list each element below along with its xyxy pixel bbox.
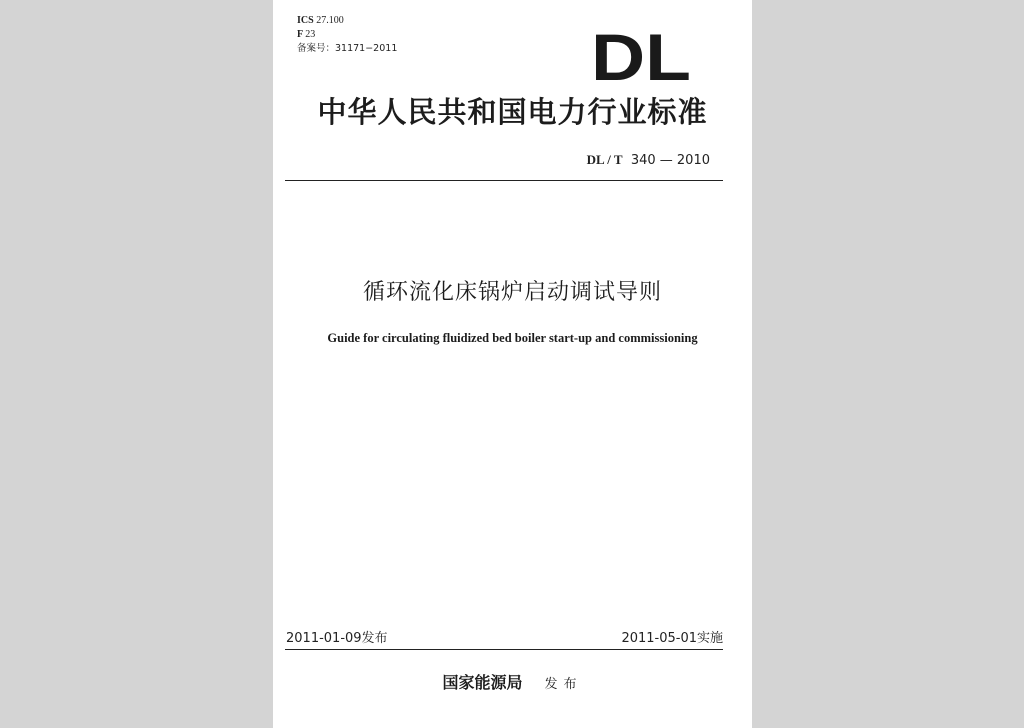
publisher-action: 发布 <box>544 677 583 692</box>
standard-prefix: DL / T <box>586 152 623 167</box>
publisher-organization: 国家能源局 <box>442 673 523 692</box>
record-number: 备案号：31171−2011 <box>297 43 398 54</box>
chinese-title: 循环流化床锅炉启动调试导则 <box>362 280 662 305</box>
bottom-divider <box>285 649 723 650</box>
issue-date: 2011-01-09发布 <box>286 631 388 646</box>
ccs-label: F <box>297 29 303 40</box>
ccs-code: 23 <box>305 29 316 40</box>
ccs-line <box>297 28 397 42</box>
top-divider <box>285 180 723 181</box>
english-title: Guide for circulating fluidized bed boiler start-up and commissioning <box>327 331 698 345</box>
standard-code: 340 — 2010 <box>630 153 710 168</box>
dl-logo-text: DL <box>591 20 691 84</box>
ics-line <box>297 14 397 28</box>
ics-label: ICS <box>297 15 314 26</box>
classification-codes <box>297 14 397 56</box>
dl-logo <box>591 20 695 84</box>
publisher <box>273 672 752 696</box>
industry-standard-title: 中华人民共和国电力行业标准 <box>317 95 708 129</box>
standard-number <box>587 152 710 169</box>
ics-code: 27.100 <box>316 15 344 26</box>
implementation-date: 2011-05-01实施 <box>621 631 723 646</box>
standard-cover-page <box>273 0 752 728</box>
